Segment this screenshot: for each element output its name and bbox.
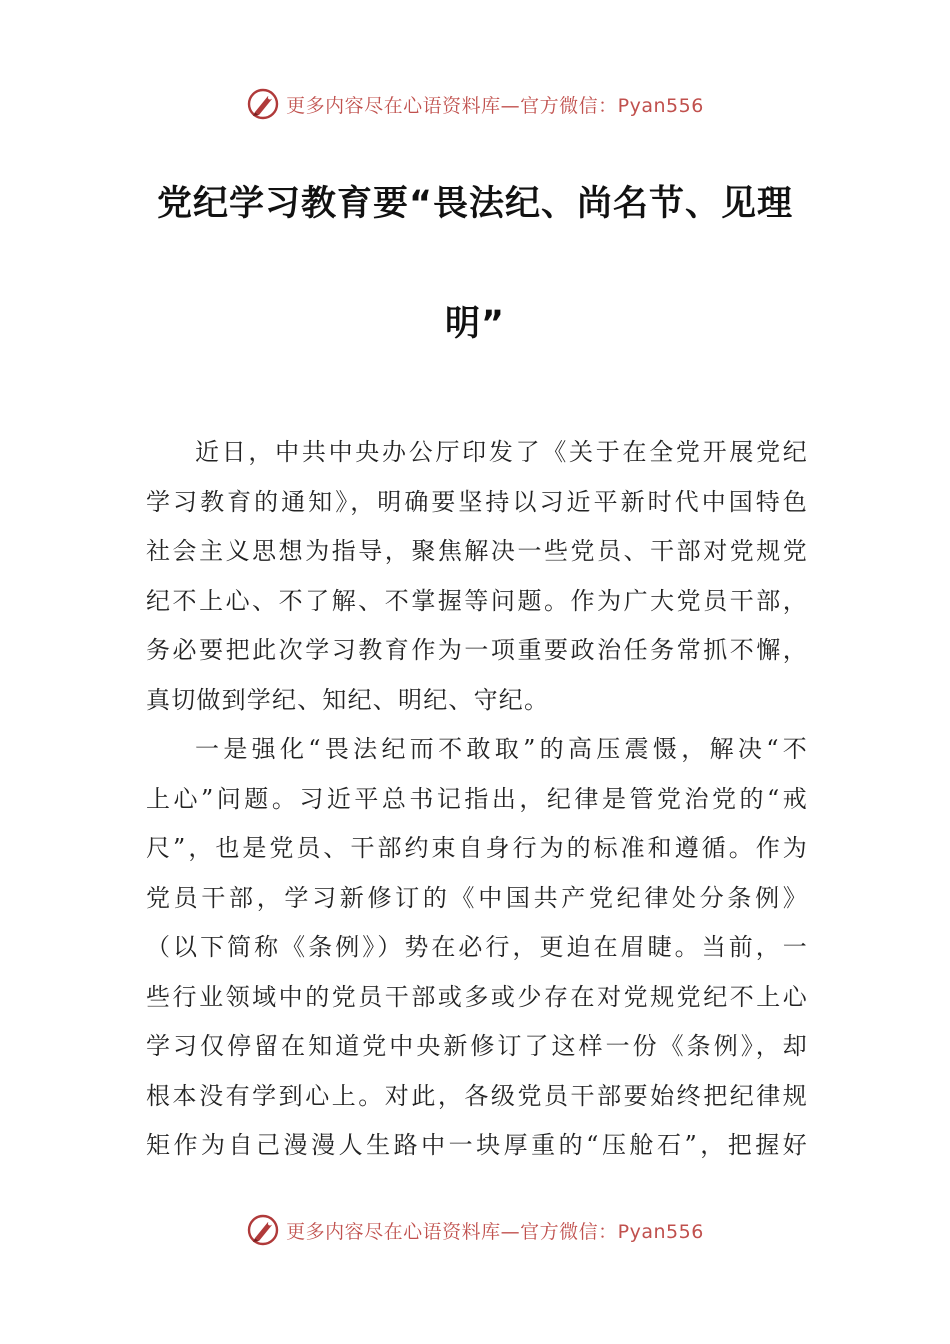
text-line: 些行业领域中的党员干部或多或少存在对党规党纪不上心 xyxy=(146,982,808,1011)
text-line: 社会主义思想为指导，聚焦解决一些党员、干部对党规党 xyxy=(146,537,808,565)
paragraph-1 xyxy=(146,428,808,725)
text-line: 根本没有学到心上。对此，各级党员干部要始终把纪律规 xyxy=(146,1081,808,1110)
pen-logo-icon xyxy=(246,87,280,121)
text-line: 纪不上心、不了解、不掌握等问题。作为广大党员干部， xyxy=(146,586,808,615)
watermark-text: 更多内容尽在心语资料库—官方微信：Pyan556 xyxy=(286,1220,704,1243)
document-body xyxy=(146,428,808,1171)
text-line: 务必要把此次学习教育作为一项重要政治任务常抓不懈， xyxy=(146,636,808,664)
text-line: 一是强化“畏法纪而不敢取”的高压震慑，解决“不 xyxy=(195,735,808,763)
header-watermark xyxy=(0,84,950,124)
text-line: 学习仅停留在知道党中央新修订了这样一份《条例》，却 xyxy=(146,1032,808,1060)
document-title-line-1: 党纪学习教育要“畏法纪、尚名节、见理 xyxy=(156,184,793,224)
watermark-text: 更多内容尽在心语资料库—官方微信：Pyan556 xyxy=(286,94,704,117)
paragraph-2 xyxy=(146,725,808,1171)
pen-logo-icon xyxy=(246,1213,280,1247)
footer-watermark xyxy=(0,1210,950,1250)
text-line: 近日，中共中央办公厅印发了《关于在全党开展党纪 xyxy=(195,438,808,466)
text-line: 学习教育的通知》，明确要坚持以习近平新时代中国特色 xyxy=(146,487,808,516)
text-line: 矩作为自己漫漫人生路中一块厚重的“压舱石”，把握好 xyxy=(146,1131,808,1159)
text-line: 尺”，也是党员、干部约束自身行为的标准和遵循。作为 xyxy=(146,834,808,862)
text-line: 党员干部，学习新修订的《中国共产党纪律处分条例》 xyxy=(146,883,808,912)
text-line: 上心”问题。习近平总书记指出，纪律是管党治党的“戒 xyxy=(146,784,808,813)
text-line: 真切做到学纪、知纪、明纪、守纪。 xyxy=(146,685,550,714)
text-line: （以下简称《条例》）势在必行，更迫在眉睫。当前，一 xyxy=(146,933,808,961)
document-title-line-2: 明” xyxy=(444,304,505,344)
